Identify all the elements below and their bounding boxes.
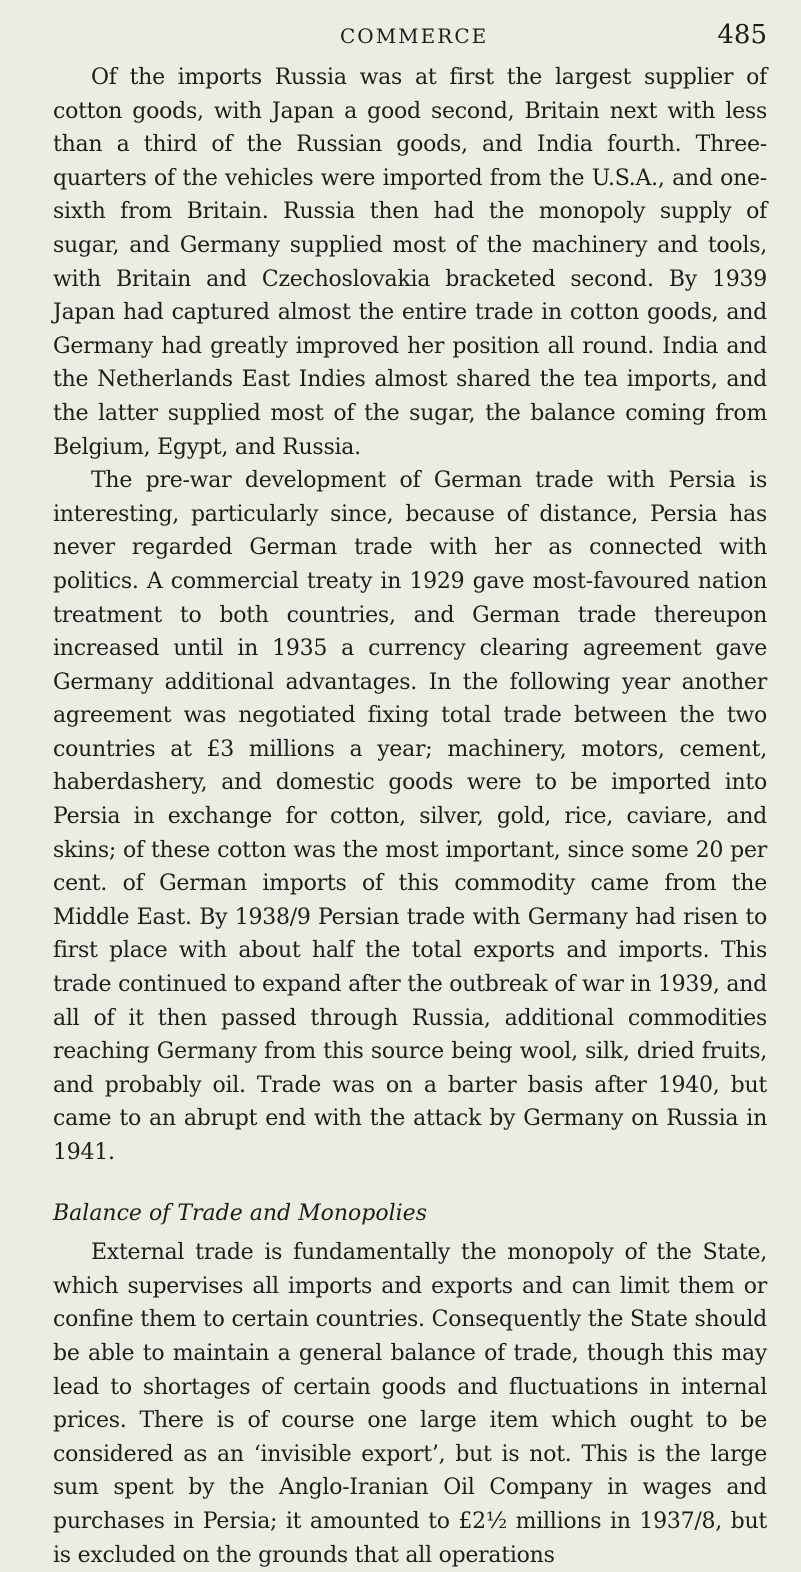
paragraph-german-trade-persia: The pre-war development of German trade with Persia is interesting, particularly since, because of distance, Persia has never regarded German trade with her as connected with politics. A commercial treaty in 1929 gave most-favoured nation treatment to both countries, and German trade thereupon increased until in 1935 a currency clearing agreement gave Germany additional advantages. In the following year another agreement was negotiated fixing total trade between the two countries at £3 millions a year; machinery, motors, cement, haberdashery, and domestic goods were to be imported into Persia in exchange for cotton, silver, gold, rice, caviare, and skins; of these cotton was the most important, since some 20 per cent. of German imports of this commodity came from the Middle East. By 1938/9 Persian trade with Germany had risen to first place with about half the total exports and imports. This trade continued to expand after the outbreak of war in 1939, and all of it then passed through Russia, additional commodities reaching Germany from this source being wool, silk, dried fruits, and probably oil. Trade was on a barter basis after 1940, but came to an abrupt end with the attack by Germany on Russia in 1941.: [53, 468, 767, 1165]
paragraph-imports-russia: Of the imports Russia was at first the largest supplier of cotton goods, with Japan a good second, Britain next with less than a third of the Russian goods, and India fourth. Three-quarters of the vehicles were imported from the U.S.A., and one-sixth from Britain. Russia then had the monopoly supply of sugar, and Germany supplied most of the machinery and tools, with Britain and Czechoslovakia bracketed second. By 1939 Japan had captured almost the entire trade in cotton goods, and Germany had greatly improved her position all round. India and the Netherlands East Indies almost shared the tea imports, and the latter supplied most of the sugar, the balance coming from Belgium, Egypt, and Russia.: [53, 65, 767, 460]
body-text: [53, 61, 767, 1572]
running-title: COMMERCE: [340, 24, 489, 48]
section-heading: Balance of Trade and Monopolies: [53, 1200, 427, 1226]
paragraph-external-trade: External trade is fundamentally the monopoly of the State, which supervises all imports and exports and can limit them or confine them to certain countries. Consequently the State should be able to maintain a general balance of trade, though this may lead to shortages of certain goods and fluctuations in internal prices. There is of course one large item which ought to be considered as an ‘invisible export’, but is not. This is the large sum spent by the Anglo-Iranian Oil Company in wages and purchases in Persia; it amounted to £2½ millions in 1937/8, but is excluded on the grounds that all operations: [53, 1240, 767, 1568]
running-head: [53, 16, 767, 56]
page-number: 485: [717, 20, 767, 50]
